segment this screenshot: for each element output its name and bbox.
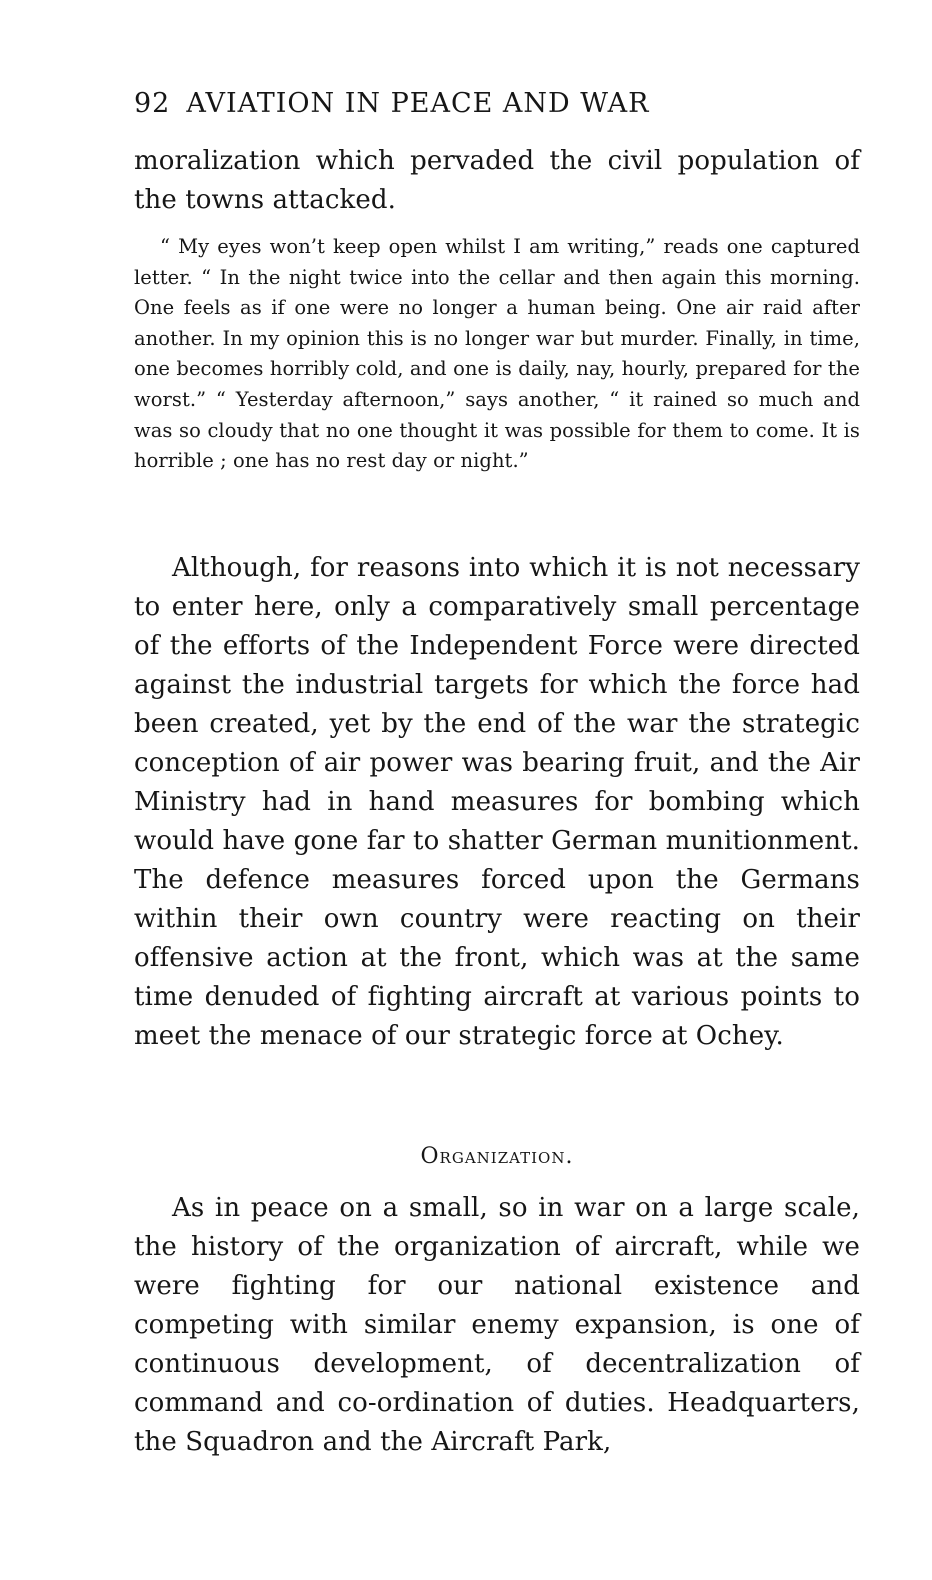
section-heading: Organization. xyxy=(420,1144,574,1169)
running-title: AVIATION IN PEACE AND WAR xyxy=(186,88,650,119)
independent-force-paragraph: Although, for reasons into which it is not necessary to enter here, only a comparatively small percentage of the efforts of the Independent Force were directed against the industrial targets for which the force had been created, yet by the end of the war the strategic conception of air power was bearing fruit, and the Air Ministry had in hand measures for bombing which would have gone far to shatter German munitionment. The defence measures forced upon the Germans within their own country were reacting on their offensive action at the front, which was at the same time denuded of fighting aircraft at various points to meet the menace of our strategic force at Ochey. xyxy=(134,553,860,1051)
organization-paragraph: As in peace on a small, so in war on a large scale, the history of the organization of aircraft, while we were fighting for our national existence and competing with similar enemy expansion, is one of continuous development, of decentralization of command and co-ordination of duties. Headquarters, the Squadron and the Aircraft Park, xyxy=(134,1193,860,1457)
quoted-letters-paragraph: “ My eyes won’t keep open whilst I am writing,” reads one captured letter. “ In the night twice into the cellar and then again this morning. One feels as if one were no longer a human being. One air raid after another. In my opinion this is no longer war but murder. Finally, in time, one becomes horribly cold, and one is daily, nay, hourly, prepared for the worst.” “ Yesterday afternoon,” says another, “ it rained so much and was so cloudy that no one thought it was possible for them to come. It is horrible ; one has no rest day or night.” xyxy=(134,235,860,473)
running-header xyxy=(134,84,784,124)
continuation-paragraph: moralization which pervaded the civil population of the towns attacked. xyxy=(134,146,860,215)
page-number: 92 xyxy=(134,88,171,119)
